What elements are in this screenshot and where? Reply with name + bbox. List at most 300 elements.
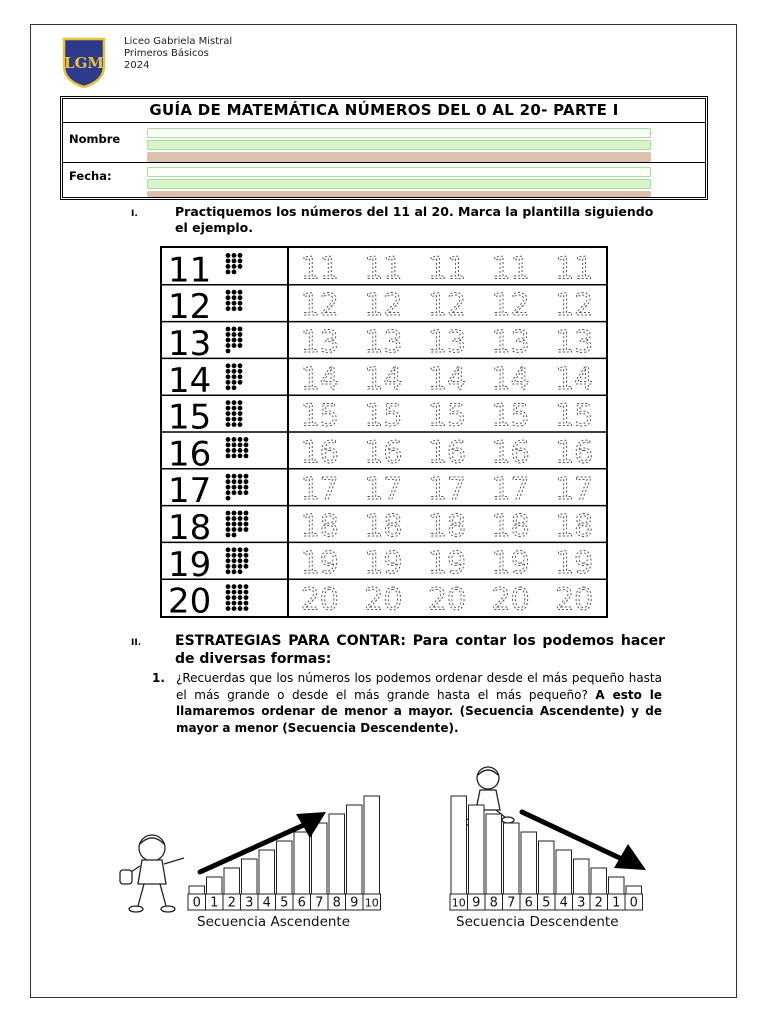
trace-number[interactable]: 20	[364, 582, 403, 616]
count-dot	[232, 595, 237, 600]
school-info	[124, 36, 232, 72]
count-dot	[226, 569, 231, 574]
trace-number[interactable]: 12	[364, 288, 403, 324]
count-dot	[244, 606, 249, 611]
trace-number[interactable]: 13	[555, 325, 594, 360]
count-dot	[238, 558, 243, 563]
count-dot	[226, 516, 231, 521]
count-dot	[238, 327, 243, 332]
count-dot	[238, 422, 243, 427]
descending-caption: Secuencia Descendente	[456, 914, 619, 930]
count-dot	[238, 343, 243, 348]
name-label: Nombre	[69, 132, 121, 146]
count-dot	[232, 443, 237, 448]
trace-number[interactable]: 14	[427, 361, 467, 397]
stair-bar	[329, 814, 345, 894]
sequence-number: 10	[451, 896, 466, 910]
dot-group	[226, 253, 243, 274]
header-box	[60, 96, 708, 200]
sequence-number: 9	[350, 895, 359, 911]
count-dot	[238, 400, 243, 405]
trace-number[interactable]: 12	[555, 288, 594, 324]
stair-bar	[242, 859, 258, 894]
count-dot	[232, 369, 237, 374]
count-dot	[244, 595, 249, 600]
count-dot	[238, 406, 243, 411]
date-field[interactable]	[147, 167, 651, 177]
sequence-number: 3	[577, 895, 586, 911]
trace-number[interactable]: 15	[364, 398, 403, 434]
count-dot	[232, 417, 237, 422]
count-dot	[226, 349, 231, 354]
stair-bar	[364, 796, 380, 894]
sequence-number: 10	[364, 896, 379, 910]
stair-bar	[574, 859, 590, 894]
count-dot	[226, 380, 231, 385]
stair-bar	[277, 841, 293, 894]
count-dot	[226, 606, 231, 611]
row-number: 11	[168, 250, 212, 291]
logo-text: LGM	[64, 54, 104, 72]
count-dot	[232, 479, 237, 484]
count-dot	[226, 400, 231, 405]
count-dot	[226, 295, 231, 300]
paragraph-question: ¿Recuerdas que los números los podemos ordenar desde el más pequeño hasta el más grande o desde el más grande hasta el más pequeño?	[176, 671, 662, 702]
count-dot	[226, 485, 231, 490]
trace-number[interactable]: 16	[491, 435, 530, 471]
sequence-number: 5	[280, 895, 289, 911]
trace-number[interactable]: 19	[427, 545, 467, 581]
count-dot	[232, 533, 237, 538]
count-dot	[244, 522, 249, 527]
school-grade: Primeros Básicos	[124, 48, 209, 59]
trace-number[interactable]: 17	[364, 472, 403, 508]
stair-bar	[539, 841, 555, 894]
sequence-number: 8	[489, 895, 498, 911]
count-dot	[232, 511, 237, 516]
count-dot	[226, 511, 231, 516]
count-dot	[232, 343, 237, 348]
count-dot	[226, 270, 231, 275]
trace-number[interactable]: 19	[300, 545, 339, 581]
count-dot	[232, 490, 237, 495]
count-dot	[226, 422, 231, 427]
count-dot	[232, 485, 237, 490]
count-dot	[226, 363, 231, 368]
stair-bar	[224, 868, 240, 894]
trace-number[interactable]: 18	[300, 509, 339, 544]
stair-bar	[591, 868, 607, 894]
dot-group	[226, 584, 249, 611]
sequence-number: 9	[472, 895, 481, 911]
row-number: 13	[168, 324, 212, 364]
trace-number[interactable]: 17	[555, 472, 594, 508]
count-dot	[238, 363, 243, 368]
ascending-staircase	[188, 796, 381, 911]
count-dot	[226, 601, 231, 606]
sequence-number: 0	[192, 895, 201, 911]
paragraph-bold: A esto le llamaremos ordenar de menor a mayor. (Secuencia Ascendente) y de mayor a menor (Secuencia Descendente).	[176, 687, 662, 735]
count-dot	[226, 406, 231, 411]
count-dot	[244, 527, 249, 532]
count-dot	[232, 516, 237, 521]
count-dot	[232, 253, 237, 258]
trace-number[interactable]: 20	[300, 582, 339, 616]
trace-number[interactable]: 14	[364, 361, 403, 397]
sequence-illustration	[110, 760, 670, 920]
name-field-underline	[147, 152, 651, 162]
count-dot	[226, 584, 231, 589]
count-dot	[226, 253, 231, 258]
dot-group	[226, 474, 249, 501]
row-number: 15	[168, 397, 212, 438]
sequence-number: 6	[524, 895, 533, 911]
sequence-number: 3	[245, 895, 254, 911]
trace-number[interactable]: 11	[427, 251, 467, 287]
count-dot	[238, 374, 243, 379]
trace-number[interactable]: 11	[555, 251, 594, 287]
stair-bar	[451, 796, 467, 894]
sequence-number: 6	[297, 895, 306, 911]
count-dot	[232, 590, 237, 595]
count-dot	[244, 437, 249, 442]
practice-grid	[162, 248, 606, 616]
section-1-numeral: I.	[131, 209, 138, 219]
count-dot	[244, 474, 249, 479]
date-label: Fecha:	[69, 169, 112, 183]
name-field-line[interactable]	[147, 140, 651, 150]
count-dot	[226, 474, 231, 479]
trace-number[interactable]: 18	[364, 509, 403, 544]
sequence-number: 1	[210, 895, 219, 911]
count-dot	[232, 422, 237, 427]
count-dot	[232, 301, 237, 306]
trace-number[interactable]: 18	[555, 509, 594, 544]
trace-number[interactable]: 11	[300, 251, 339, 287]
count-dot	[232, 380, 237, 385]
sequence-number: 7	[315, 895, 324, 911]
count-dot	[244, 516, 249, 521]
stair-bar	[626, 886, 642, 894]
count-dot	[232, 270, 237, 275]
count-dot	[232, 327, 237, 332]
count-dot	[244, 443, 249, 448]
count-dot	[226, 590, 231, 595]
count-dot	[226, 369, 231, 374]
section-2-title: ESTRATEGIAS PARA CONTAR: Para contar los podemos hacer de diversas formas:	[175, 633, 665, 667]
count-dot	[232, 306, 237, 311]
count-dot	[226, 448, 231, 453]
count-dot	[226, 558, 231, 563]
count-dot	[238, 264, 243, 269]
dot-group	[226, 511, 249, 538]
count-dot	[232, 385, 237, 390]
count-dot	[238, 516, 243, 521]
count-dot	[232, 290, 237, 295]
row-number: 20	[168, 581, 212, 616]
sequence-number: 5	[542, 895, 551, 911]
count-dot	[232, 569, 237, 574]
count-dot	[226, 290, 231, 295]
sequence-number: 0	[629, 895, 638, 911]
count-dot	[232, 454, 237, 459]
count-dot	[226, 338, 231, 343]
trace-number[interactable]: 11	[491, 251, 530, 287]
trace-number[interactable]: 15	[491, 398, 530, 434]
dot-group	[226, 290, 243, 311]
child-walking-icon	[120, 835, 184, 912]
count-dot	[238, 443, 243, 448]
count-dot	[238, 380, 243, 385]
count-dot	[232, 601, 237, 606]
count-dot	[232, 332, 237, 337]
sequence-number: 4	[262, 895, 271, 911]
sequence-number: 7	[507, 895, 516, 911]
stair-bar	[609, 877, 625, 894]
count-dot	[238, 259, 243, 264]
count-dot	[244, 490, 249, 495]
sequence-number: 2	[594, 895, 603, 911]
dot-group	[226, 437, 249, 458]
stair-bar	[521, 832, 537, 894]
count-dot	[244, 558, 249, 563]
trace-number[interactable]: 19	[364, 545, 403, 581]
stair-bar	[207, 877, 223, 894]
count-dot	[232, 558, 237, 563]
dot-group	[226, 327, 243, 354]
count-dot	[238, 595, 243, 600]
count-dot	[226, 437, 231, 442]
count-dot	[232, 448, 237, 453]
count-dot	[238, 369, 243, 374]
count-dot	[232, 584, 237, 589]
count-dot	[232, 522, 237, 527]
count-dot	[232, 264, 237, 269]
count-dot	[238, 338, 243, 343]
row-number: 17	[168, 471, 212, 512]
header-divider	[63, 122, 705, 123]
dot-group	[226, 547, 249, 574]
count-dot	[232, 437, 237, 442]
row-number: 16	[168, 434, 212, 475]
trace-number[interactable]: 12	[491, 288, 530, 324]
stair-bar	[469, 805, 485, 894]
row-number: 12	[168, 287, 212, 328]
trace-number[interactable]: 15	[427, 398, 467, 434]
count-dot	[226, 496, 231, 501]
count-dot	[238, 253, 243, 258]
count-dot	[226, 533, 231, 538]
trace-number[interactable]: 16	[364, 435, 403, 471]
trace-number[interactable]: 13	[300, 325, 339, 360]
count-dot	[238, 301, 243, 306]
count-dot	[226, 595, 231, 600]
count-dot	[238, 511, 243, 516]
count-dot	[238, 490, 243, 495]
date-field-line[interactable]	[147, 179, 651, 189]
count-dot	[244, 547, 249, 552]
dot-group	[226, 363, 243, 390]
count-dot	[232, 547, 237, 552]
count-dot	[232, 553, 237, 558]
trace-number[interactable]: 19	[491, 545, 530, 581]
trace-number[interactable]: 17	[300, 472, 339, 508]
school-name: Liceo Gabriela Mistral	[124, 36, 233, 47]
count-dot	[226, 522, 231, 527]
trace-number[interactable]: 16	[427, 435, 467, 471]
row-number: 19	[168, 544, 212, 585]
trace-number[interactable]: 13	[491, 325, 530, 360]
row-number: 14	[168, 360, 212, 401]
count-dot	[232, 527, 237, 532]
count-dot	[244, 584, 249, 589]
stair-bar	[259, 850, 275, 894]
count-dot	[238, 522, 243, 527]
count-dot	[232, 400, 237, 405]
count-dot	[244, 553, 249, 558]
trace-number[interactable]: 19	[555, 545, 594, 581]
trace-number[interactable]: 12	[427, 288, 467, 324]
count-dot	[226, 385, 231, 390]
count-dot	[238, 411, 243, 416]
stair-bar	[294, 832, 310, 894]
trace-number[interactable]: 16	[555, 435, 594, 471]
trace-number[interactable]: 11	[364, 251, 403, 287]
trace-number[interactable]: 20	[555, 582, 594, 616]
count-dot	[226, 332, 231, 337]
count-dot	[244, 590, 249, 595]
count-dot	[238, 448, 243, 453]
school-logo	[60, 36, 108, 88]
count-dot	[238, 564, 243, 569]
sequence-number: 1	[612, 895, 621, 911]
trace-number[interactable]: 14	[491, 361, 530, 397]
trace-number[interactable]: 15	[300, 398, 339, 434]
item-number: 1.	[152, 671, 165, 685]
section-2-numeral: II.	[131, 638, 142, 648]
practice-table	[160, 246, 608, 618]
trace-number[interactable]: 14	[300, 361, 339, 397]
ascending-caption: Secuencia Ascendente	[197, 914, 351, 930]
count-dot	[238, 306, 243, 311]
count-dot	[226, 547, 231, 552]
count-dot	[226, 306, 231, 311]
trace-number[interactable]: 14	[555, 361, 594, 397]
trace-number[interactable]: 18	[491, 509, 530, 544]
trace-number[interactable]: 16	[300, 435, 339, 471]
count-dot	[232, 295, 237, 300]
count-dot	[226, 527, 231, 532]
count-dot	[226, 264, 231, 269]
count-dot	[238, 474, 243, 479]
count-dot	[232, 564, 237, 569]
count-dot	[244, 454, 249, 459]
count-dot	[226, 301, 231, 306]
count-dot	[226, 417, 231, 422]
count-dot	[238, 527, 243, 532]
count-dot	[232, 606, 237, 611]
count-dot	[226, 553, 231, 558]
count-dot	[226, 454, 231, 459]
school-year: 2024	[124, 60, 150, 71]
count-dot	[244, 601, 249, 606]
count-dot	[226, 411, 231, 416]
header-divider	[63, 162, 705, 163]
count-dot	[238, 417, 243, 422]
trace-number[interactable]: 13	[364, 325, 403, 360]
trace-number[interactable]: 18	[427, 509, 467, 544]
count-dot	[238, 295, 243, 300]
count-dot	[232, 406, 237, 411]
count-dot	[238, 332, 243, 337]
count-dot	[232, 411, 237, 416]
trace-number[interactable]: 20	[427, 582, 467, 616]
count-dot	[238, 590, 243, 595]
trace-number[interactable]: 13	[427, 325, 467, 360]
count-dot	[226, 443, 231, 448]
count-dot	[238, 454, 243, 459]
sequence-number: 8	[332, 895, 341, 911]
section-1-text: Practiquemos los números del 11 al 20. Marca la plantilla siguiendo el ejemplo.	[175, 204, 654, 235]
count-dot	[238, 437, 243, 442]
count-dot	[226, 343, 231, 348]
count-dot	[226, 374, 231, 379]
count-dot	[244, 511, 249, 516]
count-dot	[232, 474, 237, 479]
guide-title: GUÍA DE MATEMÁTICA NÚMEROS DEL 0 AL 20- PARTE I	[149, 101, 619, 119]
count-dot	[238, 569, 243, 574]
count-dot	[226, 479, 231, 484]
count-dot	[226, 259, 231, 264]
count-dot	[238, 547, 243, 552]
trace-number[interactable]: 15	[555, 398, 594, 434]
count-dot	[244, 564, 249, 569]
stair-bar	[556, 850, 572, 894]
trace-number[interactable]: 17	[491, 472, 530, 508]
count-dot	[238, 601, 243, 606]
count-dot	[238, 290, 243, 295]
name-field[interactable]	[147, 128, 651, 138]
count-dot	[238, 606, 243, 611]
trace-number[interactable]: 20	[491, 582, 530, 616]
count-dot	[226, 327, 231, 332]
trace-number[interactable]: 17	[427, 472, 467, 508]
explanation-paragraph	[176, 670, 662, 736]
count-dot	[244, 485, 249, 490]
count-dot	[238, 485, 243, 490]
sequence-number: 2	[227, 895, 236, 911]
dot-group	[226, 400, 243, 427]
count-dot	[238, 553, 243, 558]
count-dot	[244, 479, 249, 484]
count-dot	[226, 490, 231, 495]
count-dot	[232, 374, 237, 379]
count-dot	[238, 584, 243, 589]
stair-bar	[312, 823, 328, 894]
count-dot	[238, 479, 243, 484]
count-dot	[244, 448, 249, 453]
count-dot	[232, 259, 237, 264]
stair-bar	[189, 886, 205, 894]
count-dot	[232, 363, 237, 368]
stair-bar	[347, 805, 363, 894]
trace-number[interactable]: 12	[300, 288, 339, 324]
stair-bar	[486, 814, 502, 894]
row-number: 18	[168, 508, 212, 548]
count-dot	[232, 338, 237, 343]
count-dot	[226, 564, 231, 569]
stair-bar	[504, 823, 520, 894]
